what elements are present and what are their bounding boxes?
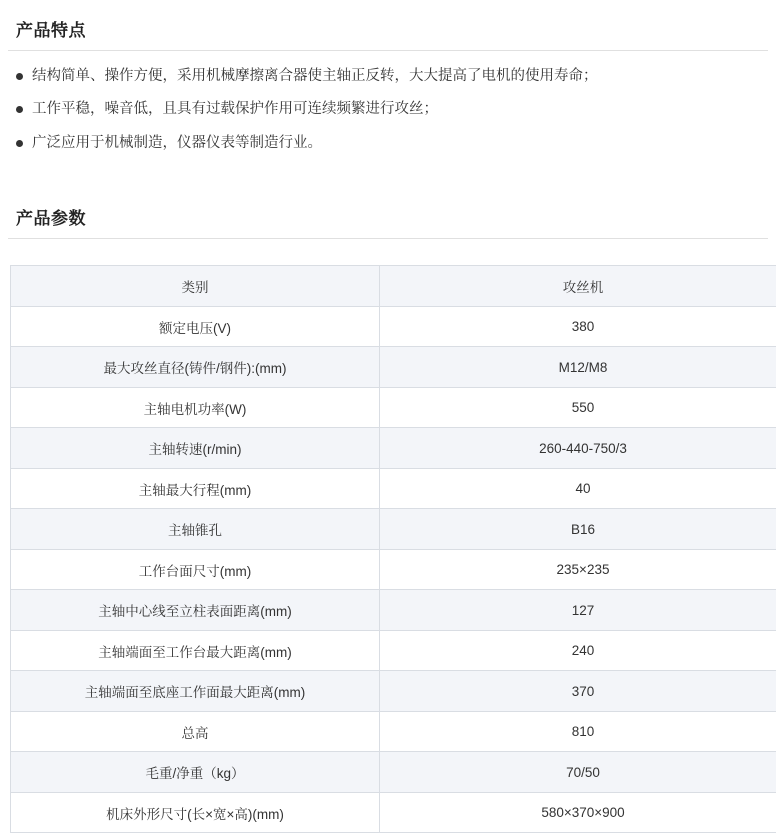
params-section-title: 产品参数 bbox=[8, 188, 768, 239]
param-value: 240 bbox=[380, 630, 776, 671]
table-row bbox=[11, 711, 776, 752]
specifications-table bbox=[10, 265, 776, 833]
param-value: 260-440-750/3 bbox=[380, 428, 776, 469]
table-row bbox=[11, 630, 776, 671]
table-row bbox=[11, 266, 776, 307]
param-value: 810 bbox=[380, 711, 776, 752]
param-value: 370 bbox=[380, 671, 776, 712]
param-label: 工作台面尺寸(mm) bbox=[11, 549, 380, 590]
param-label: 毛重/净重（kg） bbox=[11, 752, 380, 793]
param-label: 机床外形尺寸(长×宽×高)(mm) bbox=[11, 792, 380, 833]
table-row bbox=[11, 387, 776, 428]
param-label: 主轴最大行程(mm) bbox=[11, 468, 380, 509]
list-item bbox=[14, 98, 768, 120]
table-row bbox=[11, 590, 776, 631]
param-value: 580×370×900 bbox=[380, 792, 776, 833]
features-list bbox=[8, 51, 768, 154]
param-value: 70/50 bbox=[380, 752, 776, 793]
feature-text: 结构简单、操作方便，采用机械摩擦离合器使主轴正反转，大大提高了电机的使用寿命； bbox=[32, 65, 768, 87]
feature-text: 广泛应用于机械制造，仪器仪表等制造行业。 bbox=[32, 132, 768, 154]
param-label: 额定电压(V) bbox=[11, 306, 380, 347]
list-item bbox=[14, 65, 768, 87]
table-row bbox=[11, 468, 776, 509]
table-row bbox=[11, 671, 776, 712]
table-row bbox=[11, 306, 776, 347]
table-row bbox=[11, 347, 776, 388]
bullet-icon bbox=[16, 73, 23, 80]
param-value: 380 bbox=[380, 306, 776, 347]
param-value: B16 bbox=[380, 509, 776, 550]
param-label: 主轴锥孔 bbox=[11, 509, 380, 550]
table-row bbox=[11, 792, 776, 833]
param-label: 类别 bbox=[11, 266, 380, 307]
bullet-icon bbox=[16, 140, 23, 147]
bullet-icon bbox=[16, 106, 23, 113]
param-label: 总高 bbox=[11, 711, 380, 752]
table-row bbox=[11, 428, 776, 469]
param-value: 550 bbox=[380, 387, 776, 428]
list-item bbox=[14, 132, 768, 154]
feature-text: 工作平稳，噪音低，且具有过载保护作用可连续频繁进行攻丝； bbox=[32, 98, 768, 120]
param-label: 主轴端面至底座工作面最大距离(mm) bbox=[11, 671, 380, 712]
param-label: 最大攻丝直径(铸件/钢件):(mm) bbox=[11, 347, 380, 388]
table-row bbox=[11, 549, 776, 590]
param-value: M12/M8 bbox=[380, 347, 776, 388]
features-section-title: 产品特点 bbox=[8, 0, 768, 51]
param-value: 235×235 bbox=[380, 549, 776, 590]
table-row bbox=[11, 752, 776, 793]
param-value: 攻丝机 bbox=[380, 266, 776, 307]
param-label: 主轴端面至工作台最大距离(mm) bbox=[11, 630, 380, 671]
param-value: 127 bbox=[380, 590, 776, 631]
params-section bbox=[8, 188, 768, 239]
param-label: 主轴电机功率(W) bbox=[11, 387, 380, 428]
param-label: 主轴转速(r/min) bbox=[11, 428, 380, 469]
param-value: 40 bbox=[380, 468, 776, 509]
table-row bbox=[11, 509, 776, 550]
param-label: 主轴中心线至立柱表面距离(mm) bbox=[11, 590, 380, 631]
